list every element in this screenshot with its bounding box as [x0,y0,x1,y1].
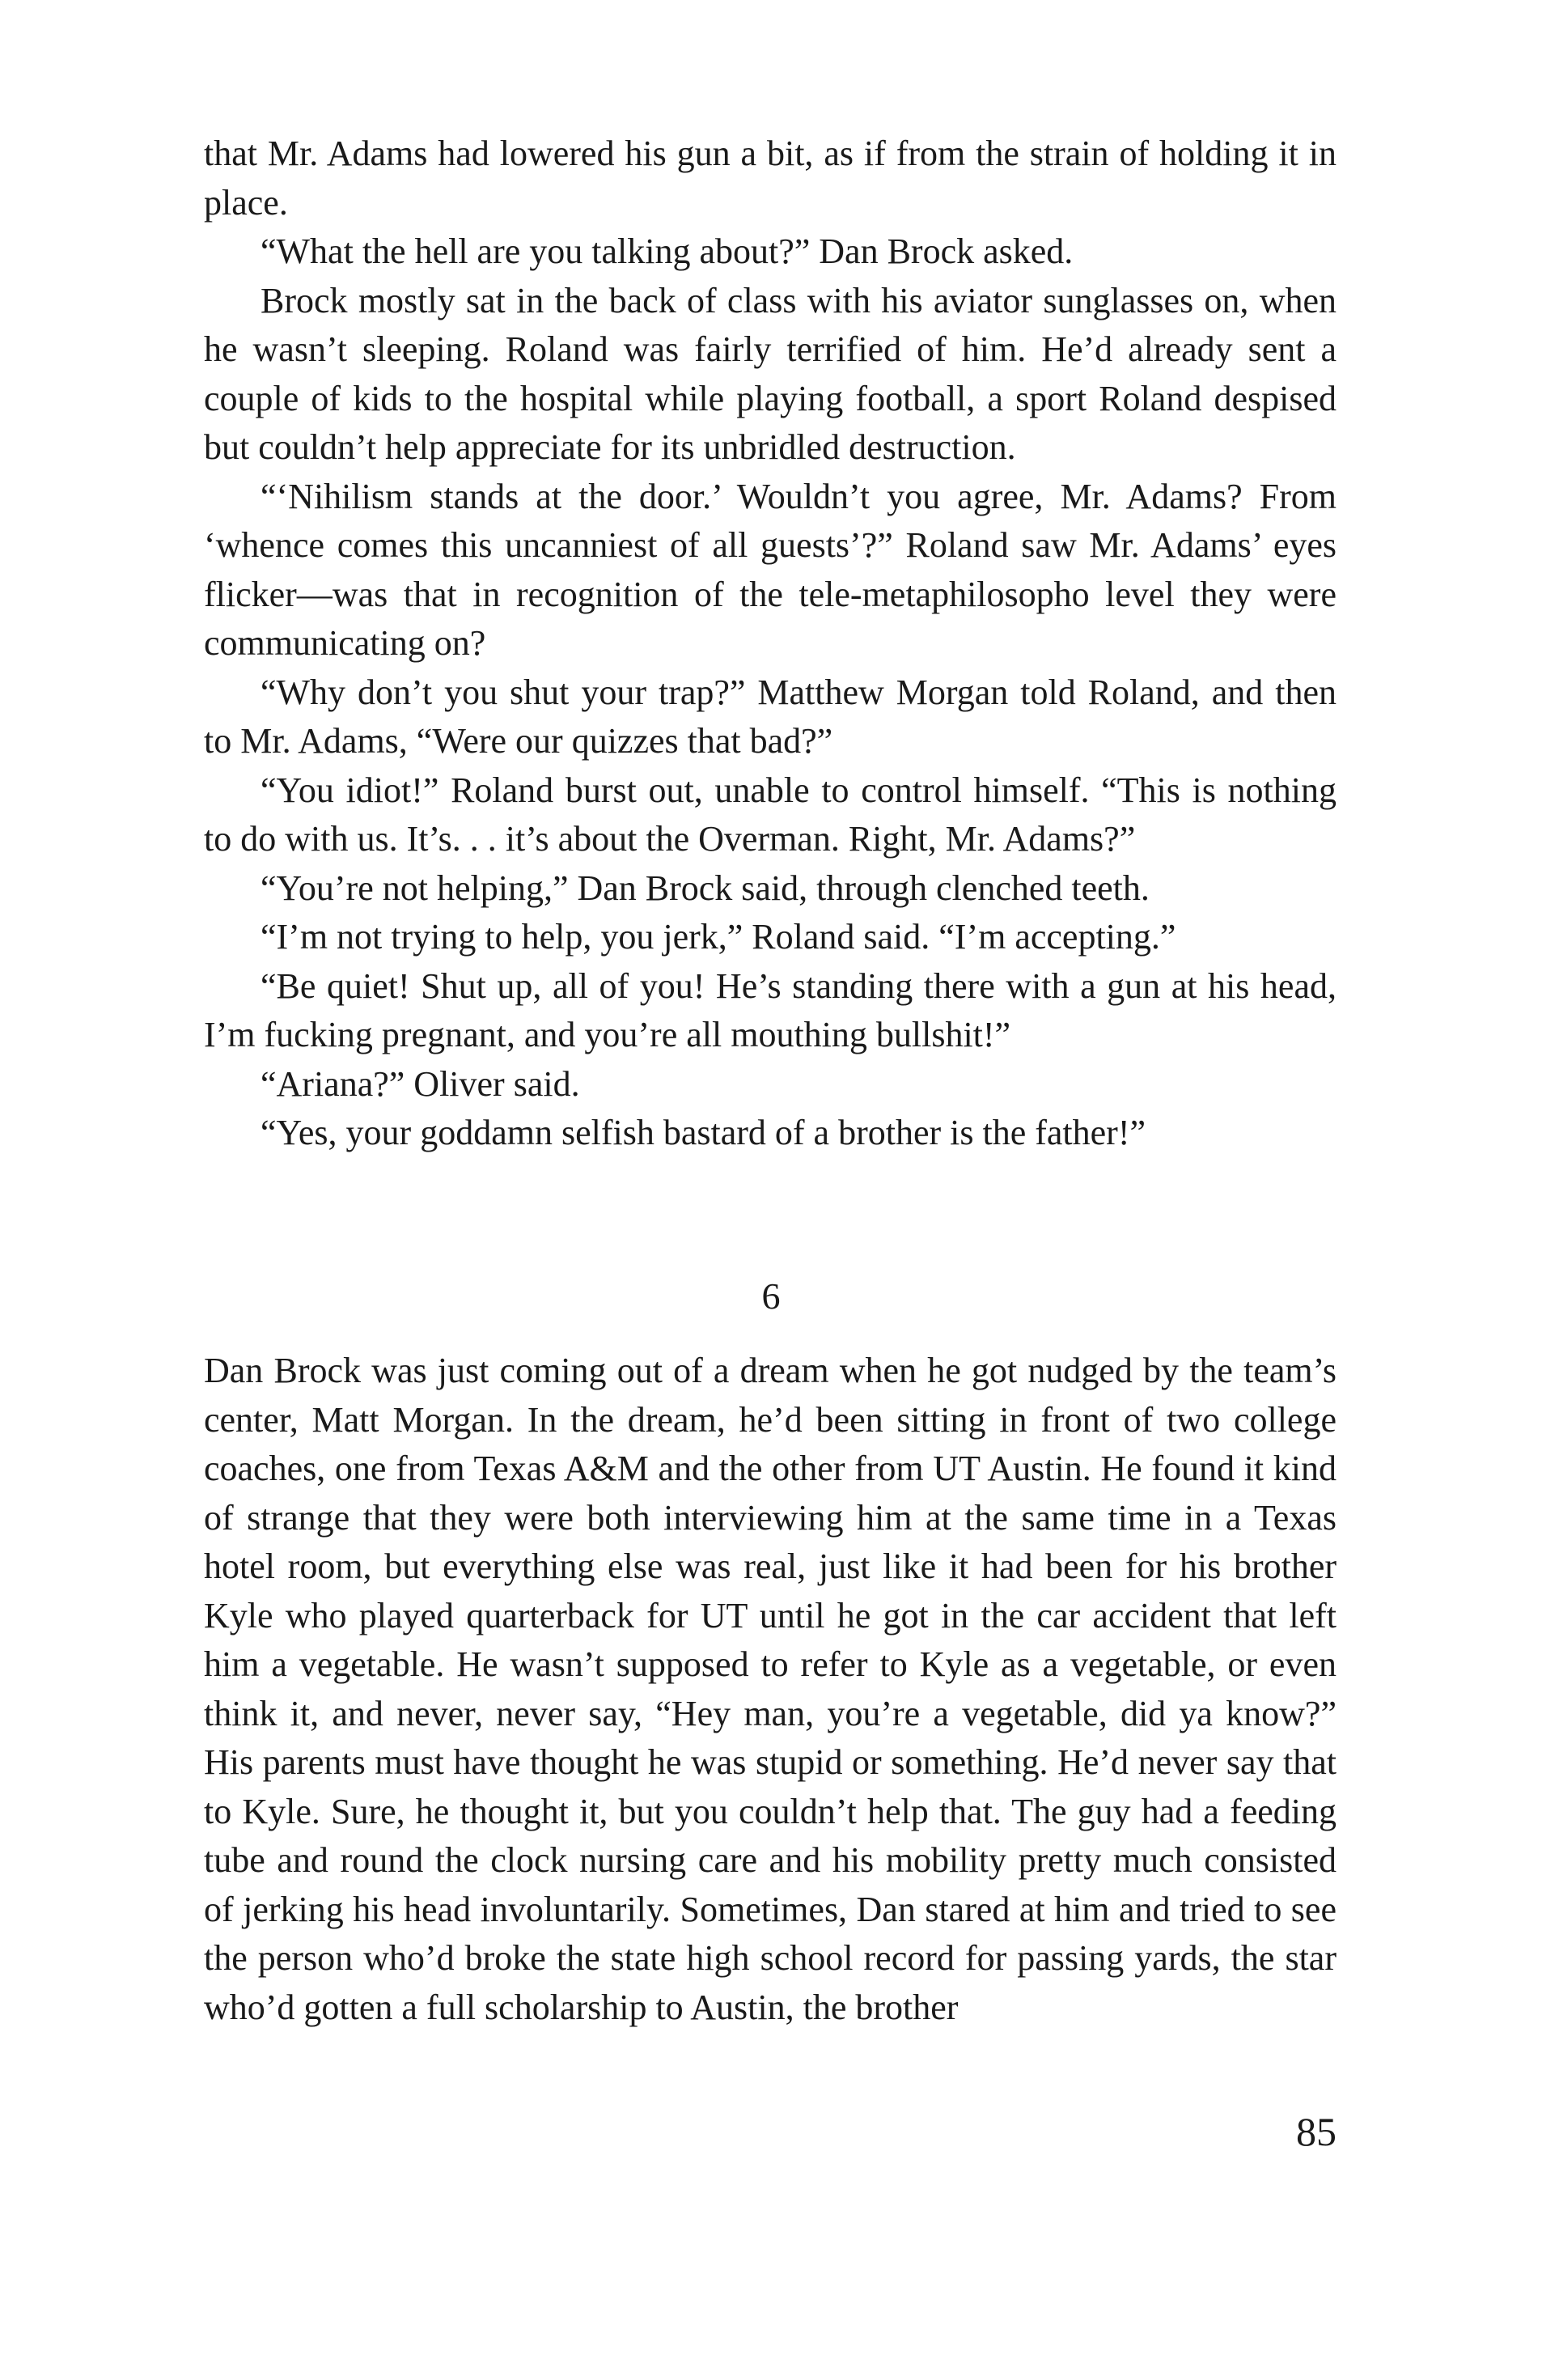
paragraph: “You’re not helping,” Dan Brock said, through clenched teeth. [261,868,1150,908]
chapter-number: 6 [761,1275,781,1317]
paragraph: “You idiot!” Roland burst out, unable to control himself. “This is nothing to do with us. It’s. . . it’s about the Overman. Right, Mr. Adams?” [204,770,1337,859]
paragraph: “‘Nihilism stands at the door.’ Wouldn’t you agree, Mr. Adams? From ‘whence comes this uncanniest of all guests’?” Roland saw Mr. Adams’ eyes flicker—was that in recognition of the tele-metaphilosopho level they were communicating on? [204,476,1337,663]
paragraph: “I’m not trying to help, you jerk,” Roland said. “I’m accepting.” [261,917,1176,957]
page-number: 85 [1296,2109,1337,2154]
bottom-text-block [204,1347,1337,2032]
paragraph: Brock mostly sat in the back of class with his aviator sunglasses on, when he wasn’t sleeping. Roland was fairly terrified of him. He’d already sent a couple of kids to the hospital while playing football, a sport Roland despised but couldn’t help appreciate for its unbridled destruction. [204,280,1337,467]
top-text-block [204,129,1337,1158]
paragraph: Dan Brock was just coming out of a dream when he got nudged by the team’s center, Matt Morgan. In the dream, he’d been sitting in front of two college coaches, one from Texas A&M and the other from UT Austin. He found it kind of strange that they were both interviewing him at the same time in a Texas hotel room, but everything else was real, just like it had been for his brother Kyle who played quarterback for UT until he got in the car accident that left him a vegetable. He wasn’t supposed to refer to Kyle as a vegetable, or even think it, and never, never say, “Hey man, you’re a vegetable, did ya know?” His parents must have thought he was stupid or something. He’d never say that to Kyle. Sure, he thought it, but you couldn’t help that. The guy had a feeding tube and round the clock nursing care and his mobility pretty much consisted of jerking his head involuntarily. Sometimes, Dan stared at him and tried to see the person who’d broke the state high school record for passing yards, the star who’d gotten a full scholarship to Austin, the brother [204,1351,1337,2027]
paragraph: “What the hell are you talking about?” Dan Brock asked. [261,231,1074,271]
paragraph: that Mr. Adams had lowered his gun a bit, as if from the strain of holding it in place. [204,134,1337,223]
paragraph: “Yes, your goddamn selfish bastard of a brother is the father!” [261,1113,1146,1152]
paragraph: “Ariana?” Oliver said. [261,1063,580,1104]
paragraph: “Be quiet! Shut up, all of you! He’s standing there with a gun at his head, I’m fucking pregnant, and you’re all mouthing bullshit!” [204,965,1337,1054]
paragraph: “Why don’t you shut your trap?” Matthew Morgan told Roland, and then to Mr. Adams, “Were our quizzes that bad?” [204,672,1337,761]
